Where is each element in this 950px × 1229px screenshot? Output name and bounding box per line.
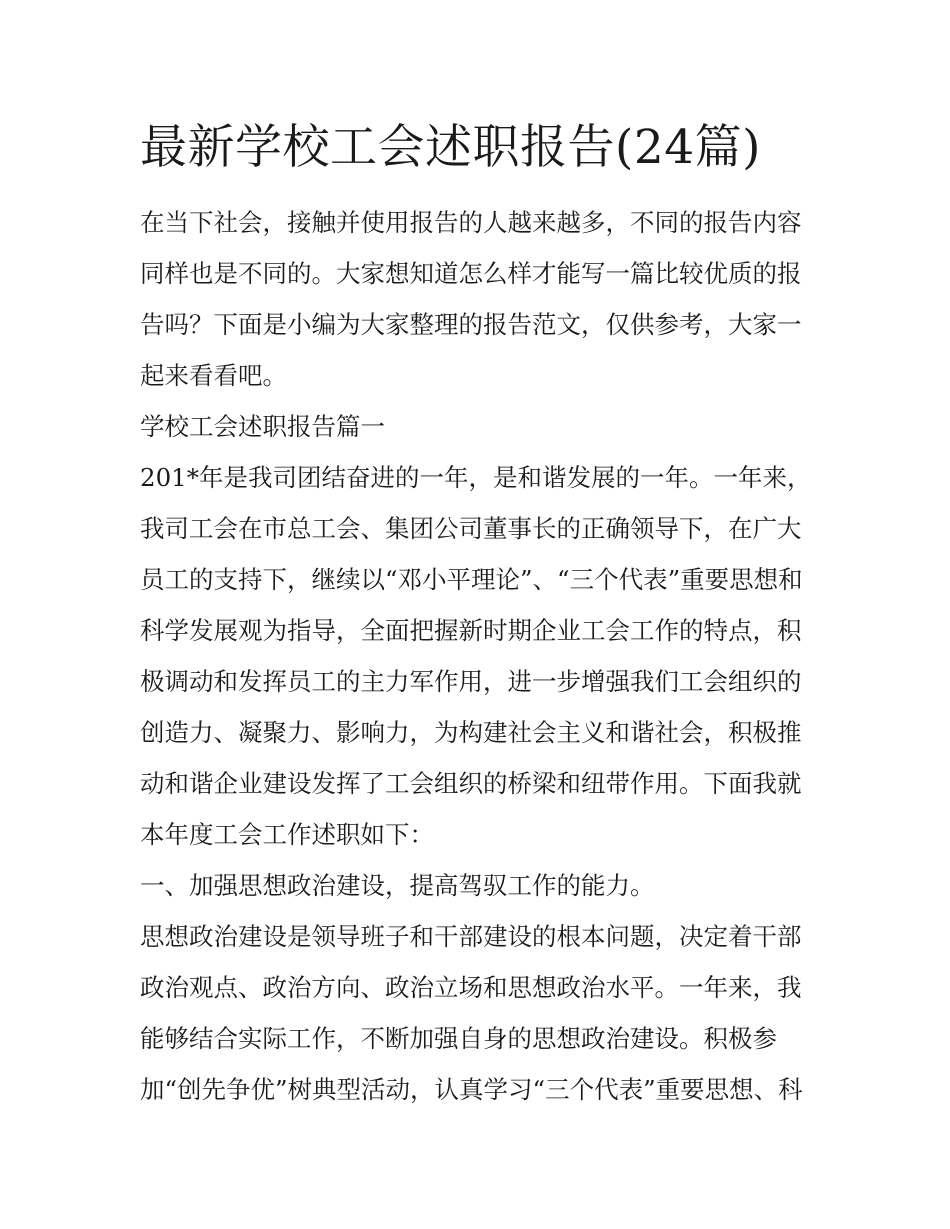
body-line: 本年度工会工作述职如下：	[140, 820, 434, 849]
body-line: 能够结合实际工作，不断加强自身的思想政治建设。积极参	[140, 1024, 777, 1053]
subsection-heading: 一、加强思想政治建设，提高驾驭工作的能力。	[140, 871, 655, 900]
body-line: 动和谐企业建设发挥了工会组织的桥梁和纽带作用。下面我就	[140, 769, 802, 798]
body-line: 思想政治建设是领导班子和干部建设的根本问题，决定着干部	[140, 922, 802, 951]
document-title: 最新学校工会述职报告(24篇)	[140, 120, 761, 175]
body-line: 员工的支持下，继续以“邓小平理论”、“三个代表”重要思想和	[140, 565, 803, 594]
body-line: 告吗？下面是小编为大家整理的报告范文，仅供参考，大家一	[140, 310, 802, 339]
document-body	[140, 197, 820, 1115]
body-line: 科学发展观为指导，全面把握新时期企业工会工作的特点，积	[140, 616, 802, 645]
body-line: 政治观点、政治方向、政治立场和思想政治水平。一年来，我	[140, 973, 802, 1002]
body-line: 起来看看吧。	[140, 361, 287, 390]
body-line: 我司工会在市总工会、集团公司董事长的正确领导下，在广大	[140, 514, 802, 543]
body-line: 201*年是我司团结奋进的一年，是和谐发展的一年。一年来，	[140, 463, 812, 492]
body-line: 创造力、凝聚力、影响力，为构建社会主义和谐社会，积极推	[140, 718, 802, 747]
body-line: 极调动和发挥员工的主力军作用，进一步增强我们工会组织的	[140, 667, 802, 696]
body-line: 在当下社会，接触并使用报告的人越来越多，不同的报告内容	[140, 208, 802, 237]
body-line: 同样也是不同的。大家想知道怎么样才能写一篇比较优质的报	[140, 259, 802, 288]
body-line: 加“创先争优”树典型活动，认真学习“三个代表”重要思想、科	[140, 1075, 803, 1104]
section-heading: 学校工会述职报告篇一	[140, 412, 385, 441]
